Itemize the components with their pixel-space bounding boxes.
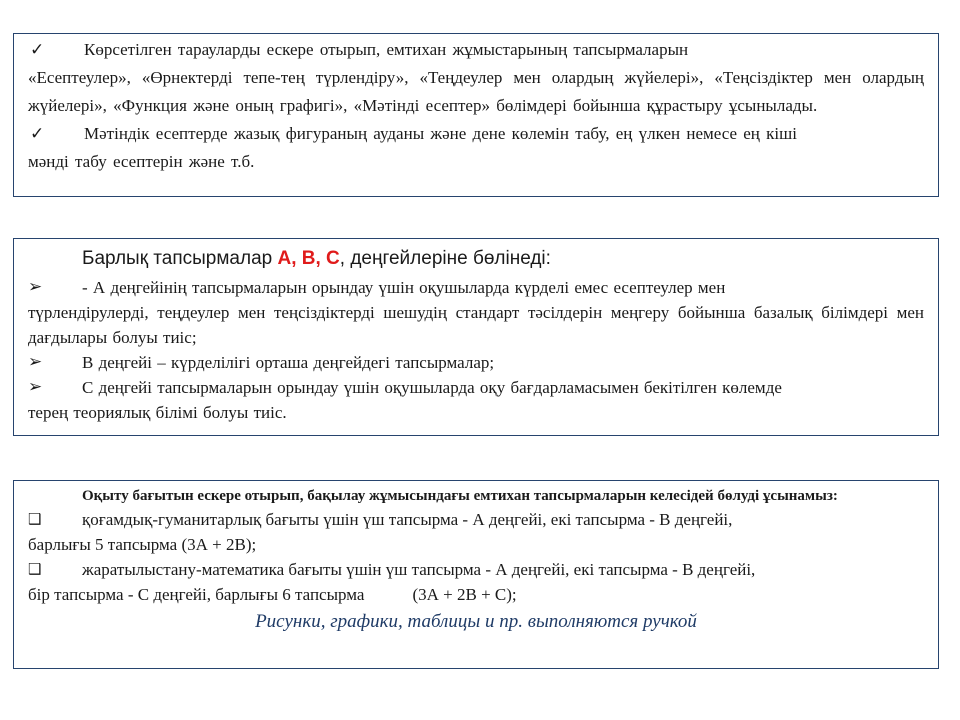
list-item [28, 375, 924, 400]
list-item [28, 557, 924, 582]
item-first-line: қоғамдық-гуманитарлық бағыты үшін үш тапсырма - А деңгейі, екі тапсырма - В деңгейі, [82, 510, 733, 529]
item-first-line: - А деңгейінің тапсырмаларын орындау үшін оқушыларда күрделі емес есептеулер мен [82, 278, 726, 297]
item-continuation [28, 582, 924, 607]
item-first-line: В деңгейі – күрделілігі орташа деңгейдегі тапсырмалар; [82, 353, 495, 372]
item-first-line: С деңгейі тапсырмаларын орындау үшін оқушыларда оқу бағдарламасымен бекітілген көлемде [82, 378, 782, 397]
list-item [28, 507, 924, 532]
list-item [28, 36, 924, 64]
list-item [28, 350, 924, 375]
square-bullet-icon: ❑ [28, 510, 42, 528]
list-item [28, 275, 924, 300]
arrow-bullet-icon: ➢ [28, 352, 43, 372]
item-continuation: түрлендірулерді, теңдеулер мен теңсіздіктерді шешудің стандарт тәсілдерін меңгеру бойынша базалық білімдері мен дағдылары болуы тиіс; [28, 303, 924, 347]
arrow-bullet-icon: ➢ [28, 377, 43, 397]
levels-heading [28, 243, 924, 275]
checkmark-icon: ✓ [30, 124, 45, 144]
square-bullet-icon: ❑ [28, 560, 42, 578]
item-first-line: Көрсетілген тарауларды ескере отырып, емтихан жұмыстарының тапсырмаларын [84, 40, 689, 59]
handwritten-note: Рисунки, графики, таблицы и пр. выполняются ручкой [255, 611, 697, 632]
checkmark-icon: ✓ [30, 40, 45, 60]
continuation-text: бір тапсырма - С деңгейі, барлығы 6 тапсырма [28, 585, 365, 604]
recommendations-box [13, 33, 939, 197]
item-continuation: терең теориялық білімі болуы тиіс. [28, 403, 287, 422]
item-first-line: жаратылыстану-математика бағыты үшін үш тапсырма - А деңгейі, екі тапсырма - В деңгейі, [82, 560, 756, 579]
heading-suffix: , деңгейлеріне бөлінеді: [339, 248, 551, 269]
distribution-box [13, 480, 939, 669]
item-first-line: Мәтіндік есептерде жазық фигураның ауданы және дене көлемін табу, ең үлкен немесе ең кіші [84, 124, 797, 143]
levels-abc: A, B, C [277, 248, 340, 269]
item-continuation: «Есептеулер», «Өрнектерді тепе-тең түрлендіру», «Теңдеулер мен олардың жүйелері», «Теңсіздіктер мен олардың жүйелері», «Функция және оның графигі», «Мәтінді есептер» бөлімдері бойынша құрастыру ұсынылады. [28, 68, 924, 115]
arrow-bullet-icon: ➢ [28, 277, 43, 297]
levels-box [13, 238, 939, 436]
formula-text: (3А + 2В + С); [412, 585, 517, 604]
list-item [28, 120, 924, 148]
item-continuation: барлығы 5 тапсырма (3А + 2В); [28, 535, 257, 554]
item-continuation: мәнді табу есептерін және т.б. [28, 152, 255, 171]
distribution-intro: Оқыту бағытын ескере отырып, бақылау жұмысындағы емтихан тапсырмаларын келесідей бөлуді ұсынамыз: [82, 488, 838, 504]
heading-prefix: Барлық тапсырмалар [82, 248, 278, 269]
